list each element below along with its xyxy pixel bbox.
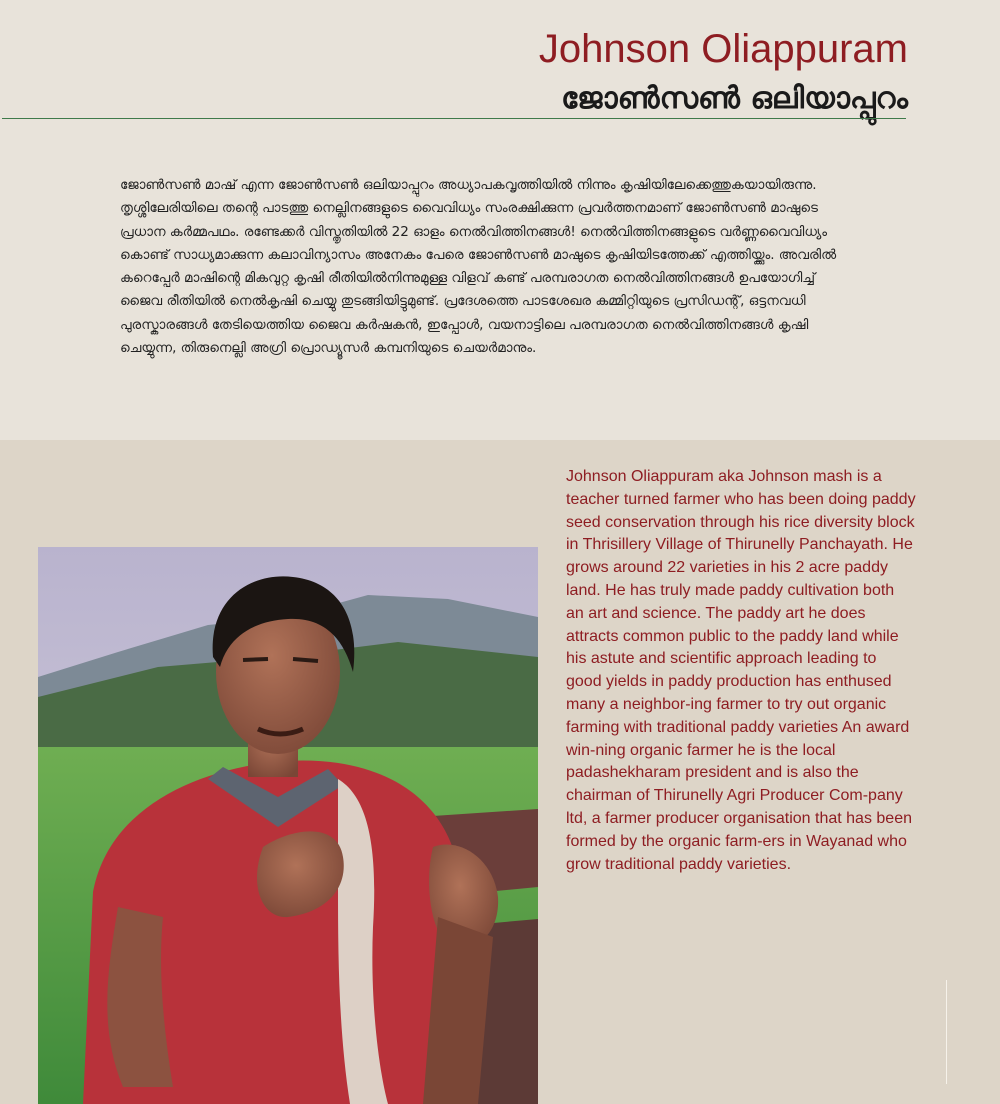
english-bio-paragraph: Johnson Oliappuram aka Johnson mash is a teacher turned farmer who has been doing paddy seed conservation through his rice diversity block in Thrisillery Village of Thirunelly Panchayath. He grows around 22 varieties in his 2 acre paddy land. He has truly made paddy cultivation both an art and science. The paddy art he does attracts common public to the paddy land while his astute and scientific approach leading to good yields in paddy production has enthused many a neighbor-ing farmer to try out organic farming with traditional paddy varieties An award win-ning organic farmer he is the local padashekharam president and is also the chairman of Thirunelly Agri Producer Com-pany ltd, a farmer producer organisation that has been formed by the organic farm-ers in Wayanad who grow traditional paddy varieties. xyxy=(566,468,916,873)
malayalam-bio-paragraph: ജോൺസൺ മാഷ് എന്ന ജോൺസൺ ഒലിയാപ്പുറം അധ്യാപകവൃത്തിയിൽ നിന്നും കൃഷിയിലേക്കെത്തുകയായിരുന്നു. തൃശ്ശിലേരിയിലെ തന്റെ പാടത്തു നെല്ലിനങ്ങളുടെ വൈവിധ്യം സംരക്ഷിക്കുന്ന പ്രവർത്തനമാണ് ജോൺസൺ മാഷുടെ പ്രധാന കർമ്മപഥം. രണ്ടേക്കർ വിസ്തൃതിയിൽ 22 ഓളം നെൽവിത്തിനങ്ങൾ! നെൽവിത്തിനങ്ങളുടെ വർണ്ണവൈവിധ്യം കൊണ്ട് സാധ്യമാക്കുന്ന കലാവിന്യാസം അനേകം പേരെ ജോൺസൺ മാഷുടെ കൃഷിയിടത്തേക്ക് എത്തിയ്ക്കും. അവരിൽ കറെപ്പേർ മാഷിന്റെ മികവുറ്റ കൃഷി രീതിയിൽനിന്നുമുള്ള വിളവ് കണ്ട് പരമ്പരാഗത നെൽവിത്തിനങ്ങൾ ഉപയോഗിച്ച് ജൈവ രീതിയിൽ നെൽകൃഷി ചെയ്യു തുടങ്ങിയിട്ടുമുണ്ട്. പ്രദേശത്തെ പാടശേഖര കമ്മിറ്റിയുടെ പ്രസിഡന്റ്, ഒട്ടനവധി പുരസ്കാരങ്ങൾ തേടിയെത്തിയ ജൈവ കർഷകൻ, ഇപ്പോൾ, വയനാട്ടിലെ പരമ്പരാഗത നെൽവിത്തിനങ്ങൾ കൃഷി ചെയ്യുന്ന, തിരുനെല്ലി അഗ്രി പ്രൊഡ്യൂസർ കമ്പനിയുടെ ചെയർമാനും. xyxy=(120,177,837,357)
page-title-malayalam: ജോൺസൺ ഒലിയാപ്പുറം xyxy=(561,81,908,116)
page-title-english: Johnson Oliappuram xyxy=(538,27,908,71)
page-edge-mark xyxy=(946,980,947,1084)
farmer-portrait-photo xyxy=(38,547,538,1104)
header-divider xyxy=(2,118,906,119)
